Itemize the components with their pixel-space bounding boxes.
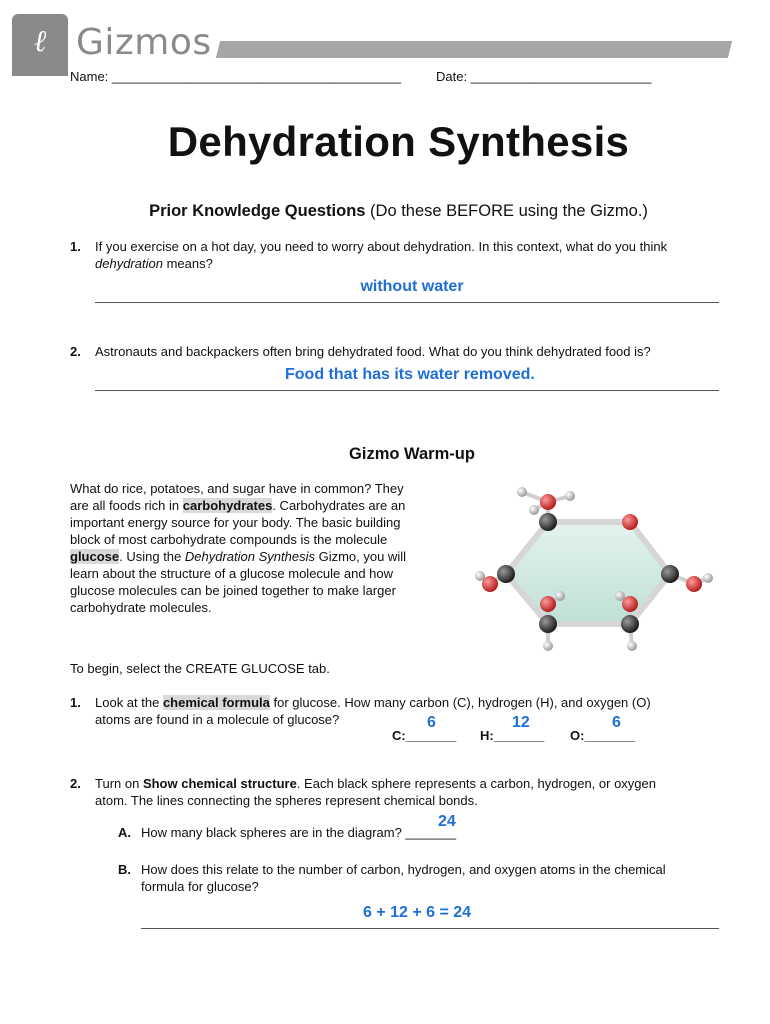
el-logo-icon: ℓ (33, 24, 47, 59)
qa-answer: 24 (438, 813, 456, 830)
qb-answer-line (141, 928, 719, 929)
prior-knowledge-heading: Prior Knowledge Questions (Do these BEFORE using the Gizmo.) (149, 202, 648, 220)
carbon-label: C:_______ (392, 728, 457, 743)
brand-name: Gizmos (76, 22, 212, 63)
q1-number: 1. (70, 239, 81, 254)
warmup-paragraph: What do rice, potatoes, and sugar have in common? They are all foods rich in carbohydrates. Carbohydrates are an important energy source for your body. The basic building block of most carbohydrate compounds is the molecule glucose. Using the Dehydration Synthesis Gizmo, you will learn about the structure of a glucose molecule and how glucose molecules can be joined together to make larger carbohydrate molecules. (70, 481, 406, 615)
q2-answer: Food that has its water removed. (285, 366, 535, 383)
oxygen-answer: 6 (612, 714, 621, 731)
q2-question: Astronauts and backpackers often bring dehydrated food. What do you think dehydrated food is? (95, 344, 651, 359)
q1-question: If you exercise on a hot day, you need to worry about dehydration. In this context, what do you think dehydration means? (95, 239, 668, 271)
q2-answer-line (95, 390, 719, 391)
q1-answer: without water (360, 278, 464, 295)
begin-instruction: To begin, select the CREATE GLUCOSE tab. (70, 661, 330, 676)
warmup-q2-number: 2. (70, 776, 81, 791)
q1-answer-line (95, 302, 719, 303)
qb-question: How does this relate to the number of carbon, hydrogen, and oxygen atoms in the chemical formula for glucose? (141, 862, 666, 894)
warmup-q1-number: 1. (70, 695, 81, 710)
oxygen-label: O:_______ (570, 728, 636, 743)
date-field: Date: _________________________ (436, 69, 652, 84)
hydrogen-answer: 12 (512, 714, 530, 731)
warmup-q2-question: Turn on Show chemical structure. Each black sphere represents a carbon, hydrogen, or oxygen atom. The lines connecting the spheres represent chemical bonds. (95, 776, 656, 808)
carbon-answer: 6 (427, 714, 436, 731)
glucose-ring (506, 522, 670, 624)
qb-answer: 6 + 12 + 6 = 24 (362, 904, 472, 921)
qa-letter: A. (118, 825, 131, 840)
qa-question: How many black spheres are in the diagram? _______ (141, 825, 457, 840)
header-bar (216, 41, 732, 58)
name-field: Name: ________________________________________ (70, 69, 402, 84)
page-title: Dehydration Synthesis (167, 118, 630, 165)
warmup-q1-question: Look at the chemical formula for glucose. How many carbon (C), hydrogen (H), and oxygen (O) atoms are found in a molecule of glucose? (95, 695, 651, 727)
hydrogen-label: H:_______ (480, 728, 545, 743)
qb-letter: B. (118, 862, 131, 877)
q2-number: 2. (70, 344, 81, 359)
glucose-molecule-image (470, 478, 730, 668)
warmup-heading: Gizmo Warm-up (349, 445, 475, 463)
